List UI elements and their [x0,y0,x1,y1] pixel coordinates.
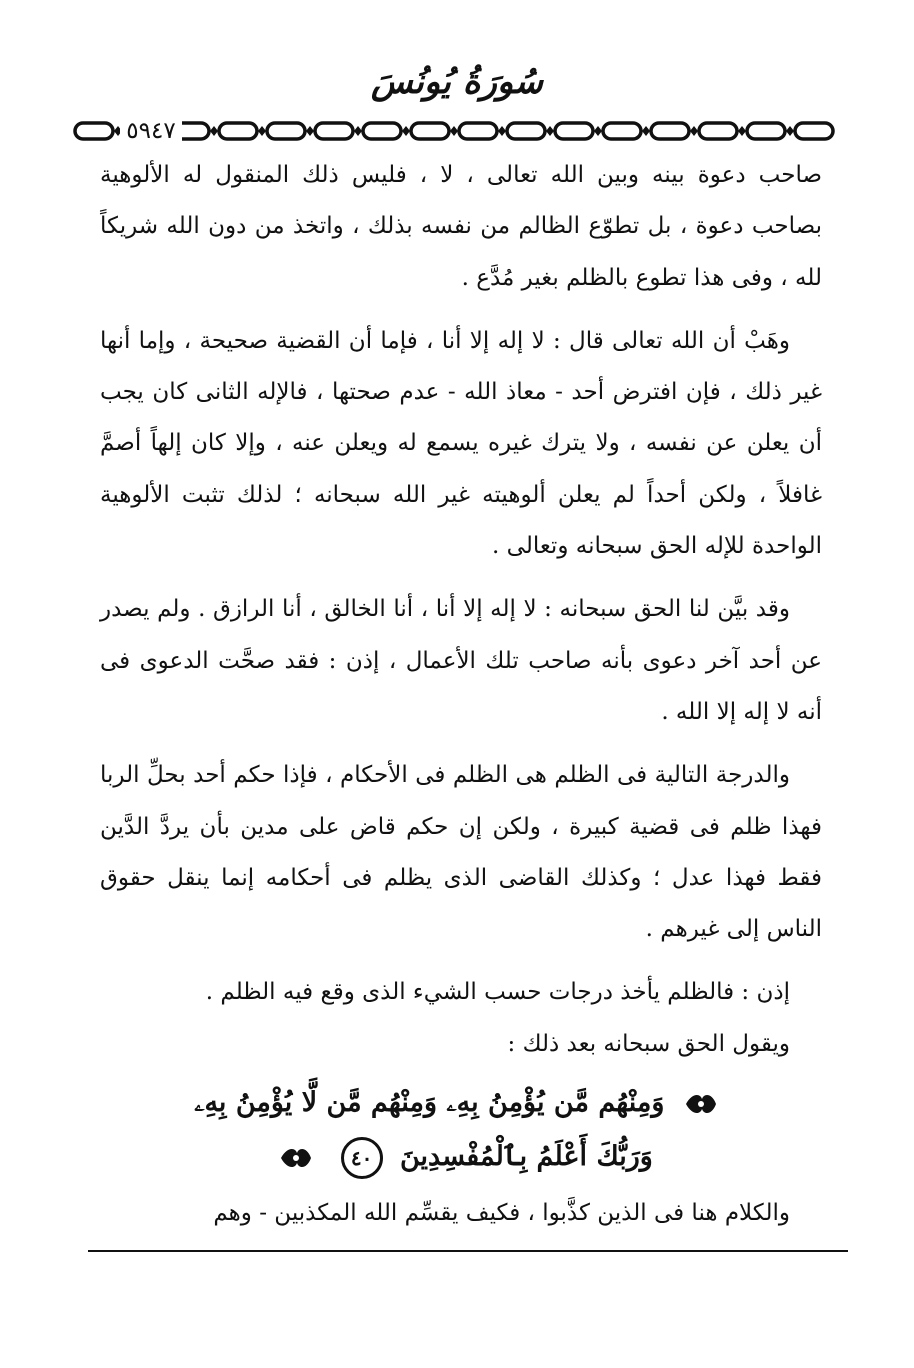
chain-link-diamond [354,126,362,136]
chain-link-oval [219,123,257,139]
chain-link-oval [555,123,593,139]
quran-verse [100,1076,822,1184]
chain-link-oval [75,123,113,139]
footer-rule [88,1250,848,1252]
verse-close-ornament-icon [277,1143,315,1173]
chain-link-diamond [738,126,746,136]
chain-link-oval [459,123,497,139]
chain-link-diamond [546,126,554,136]
ayah-number: ٤٠ [341,1137,383,1179]
paragraph: والدرجة التالية فى الظلم هى الظلم فى الأحكام ، فإذا حكم أحد بحلِّ الربا فهذا ظلم فى قضية كبيرة ، ولكن إن حكم قاض على مدين بأن يردَّ الدَّين فقط فهذا عدل ؛ وكذلك القاضى الذى يظلم فى أحكامه إنما ينقل حقوق الناس إلى غيرهم . [100,762,822,943]
chain-link-diamond [210,126,218,136]
verse-line-1 [100,1076,822,1130]
chain-link-diamond [258,126,266,136]
verse-text-line-1: وَمِنْهُم مَّن يُؤْمِنُ بِهِۦ وَمِنْهُم مَّن لَّا يُؤْمِنُ بِهِۦ [194,1087,665,1119]
chain-link-oval [411,123,449,139]
chain-link-diamond [594,126,602,136]
chain-link-oval [651,123,689,139]
ornamental-chain-border [70,118,838,144]
paragraph: وقد بيَّن لنا الحق سبحانه : لا إله إلا أنا ، أنا الخالق ، أنا الرازق . ولم يصدر عن أحد آخر دعوى بأنه صاحب تلك الأعمال ، إذن : فقد صحَّت الدعوى فى أنه لا إله إلا الله . [100,596,822,725]
paragraph: وهَبْ أن الله تعالى قال : لا إله إلا أنا ، فإما أن القضية صحيحة ، وإما أنها غير ذلك ، فإن افترض أحد - معاذ الله - عدم صحتها ، فالإله الثانى كان يجب أن يعلن عن نفسه ، ولا يترك غيره يسمع له ويعلن عنه ، وإلا كان إلهاً أصمَّ غافلاً ، ولكن أحداً لم يعلن ألوهيته غير الله سبحانه ؛ لذلك تثبت الألوهية الواحدة للإله الحق سبحانه وتعالى . [100,327,822,560]
chain-link-diamond [786,126,794,136]
chain-link-oval [315,123,353,139]
surah-title: سُورَةُ يُونُسَ [371,62,543,102]
paragraph: والكلام هنا فى الذين كذَّبوا ، فكيف يقسِّم الله المكذبين - وهم [213,1200,790,1227]
page-number: ٥٩٤٧ [120,114,182,148]
chain-link-oval [603,123,641,139]
chain-link-diamond [402,126,410,136]
chain-link-oval [747,123,785,139]
chain-link-oval [507,123,545,139]
verse-line-2 [100,1130,822,1184]
paragraph: صاحب دعوة بينه وبين الله تعالى ، لا ، فليس ذلك المنقول له الألوهية بصاحب دعوة ، بل تطوّع الظالم من نفسه بذلك ، واتخذ من دون الله شريكاً لله ، وفى هذا تطوع بالظلم بغير مُدَّع . [100,162,822,291]
verse-text-line-2: وَرَبُّكَ أَعْلَمُ بِٱلْمُفْسِدِينَ [399,1141,653,1173]
chain-link-oval [267,123,305,139]
chain-link-diamond [690,126,698,136]
verse-open-ornament-icon [682,1089,720,1119]
chain-link-oval [795,123,833,139]
chain-link-diamond [642,126,650,136]
chain-link-diamond [306,126,314,136]
chain-link-oval [699,123,737,139]
main-text [100,150,822,1239]
chain-link-diamond [450,126,458,136]
paragraph: ويقول الحق سبحانه بعد ذلك : [507,1030,790,1057]
chain-link-diamond [498,126,506,136]
paragraph: إذن : فالظلم يأخذ درجات حسب الشيء الذى وقع فيه الظلم . [205,979,790,1006]
chain-link-oval [363,123,401,139]
